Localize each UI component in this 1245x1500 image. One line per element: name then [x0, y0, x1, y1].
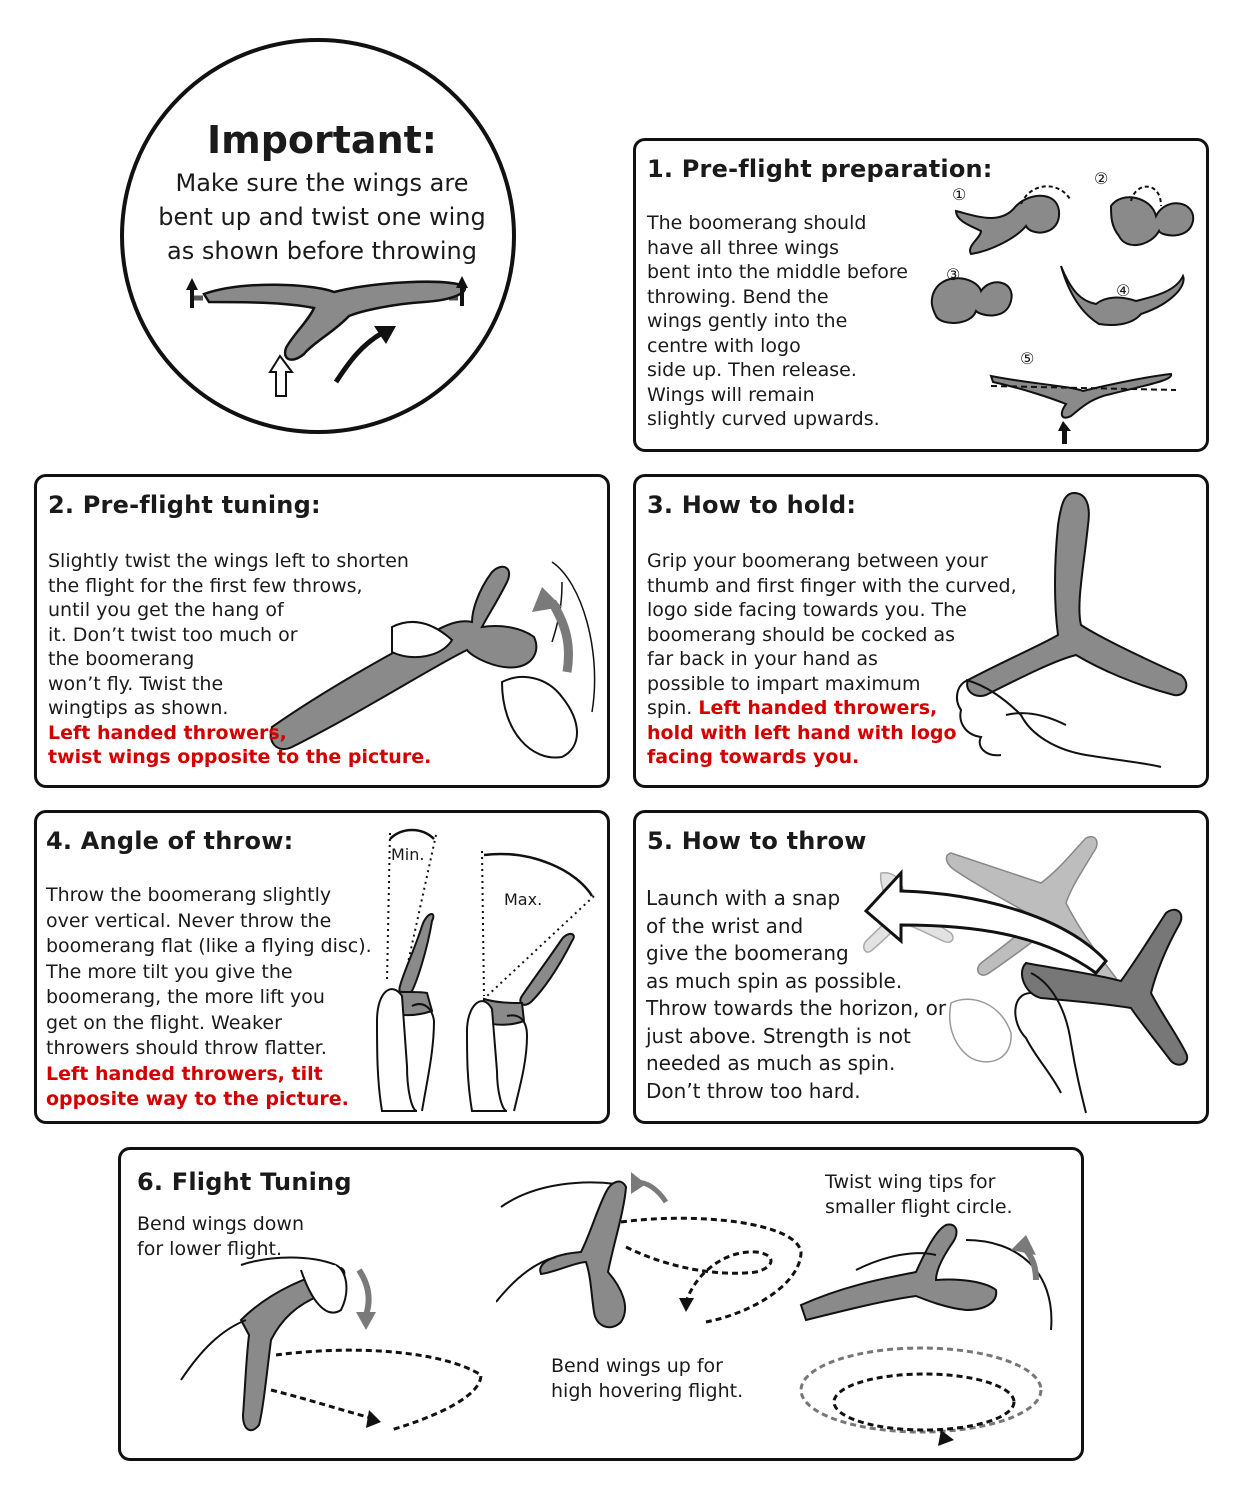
step5-line: needed as much as spin.	[646, 1051, 896, 1075]
step2-text	[48, 549, 431, 770]
step3-line: thumb and first finger with the curved,	[647, 574, 1017, 597]
step3-warning: facing towards you.	[647, 746, 860, 768]
step2-line: Slightly twist the wings left to shorten	[48, 550, 409, 572]
step1-title: 1. Pre-flight preparation:	[647, 155, 993, 183]
step3-warning: Left handed throwers,	[698, 697, 938, 719]
step4-panel	[34, 810, 610, 1124]
twist-tips-line: Twist wing tips for	[825, 1171, 996, 1193]
step3-panel	[633, 474, 1209, 788]
step2-line: won’t fly. Twist the	[48, 672, 224, 695]
step4-line: boomerang flat (like a flying disc).	[46, 935, 372, 957]
step4-line: Throw the boomerang slightly	[46, 884, 332, 906]
step4-text	[46, 883, 372, 1113]
important-line: as shown before throwing	[167, 237, 477, 265]
folding-sequence-illustration	[921, 176, 1201, 446]
step1-line: bent into the middle before	[647, 261, 908, 283]
step3-title: 3. How to hold:	[647, 491, 857, 519]
step1-text	[647, 211, 908, 432]
step5-line: Throw towards the horizon, or	[646, 996, 947, 1020]
step5-line: give the boomerang	[646, 941, 849, 965]
step1-line: The boomerang should	[647, 212, 867, 234]
step3-warning: hold with left hand with logo	[647, 721, 957, 744]
step6-panel	[118, 1147, 1084, 1461]
step3-line: possible to impart maximum	[647, 672, 921, 695]
max-angle-label: Max.	[504, 890, 543, 909]
step3-line: Grip your boomerang between your	[647, 550, 988, 572]
step5-title: 5. How to throw	[647, 827, 867, 855]
bend-up-illustration	[496, 1162, 821, 1342]
step4-line: The more tilt you give the	[46, 960, 293, 983]
step3-text	[647, 549, 1017, 770]
step6-title: 6. Flight Tuning	[137, 1168, 352, 1196]
bend-up-line: high hovering flight.	[551, 1379, 744, 1402]
step1-line: side up. Then release.	[647, 359, 857, 381]
step5-line: Don’t throw too hard.	[646, 1078, 861, 1103]
step1-line: throwing. Bend the	[647, 285, 829, 308]
step3-line: logo side facing towards you. The	[647, 599, 967, 621]
step1-line: wings gently into the	[647, 310, 848, 332]
bend-down-line: for lower flight.	[137, 1237, 282, 1260]
step5-line: Launch with a snap	[646, 886, 841, 910]
step5-panel	[633, 810, 1209, 1124]
step1-marker: ③	[946, 265, 961, 284]
step4-line: over vertical. Never throw the	[46, 909, 332, 932]
step2-line: it. Don’t twist too much or	[48, 623, 298, 646]
bend-up-line: Bend wings up for	[551, 1355, 723, 1377]
bend-down-line: Bend wings down	[137, 1213, 304, 1235]
important-line: Make sure the wings are	[175, 169, 469, 197]
step2-line: the boomerang	[48, 648, 195, 670]
bend-down-illustration	[171, 1250, 491, 1450]
step2-title: 2. Pre-flight tuning:	[48, 491, 321, 519]
step2-warning: Left handed throwers,	[48, 721, 287, 744]
bent-wing-illustration	[164, 272, 484, 402]
twist-tips-line: smaller flight circle.	[825, 1195, 1013, 1218]
step5-line: just above. Strength is not	[646, 1023, 911, 1048]
step1-marker: ②	[1094, 169, 1109, 188]
step3-spin-text: spin.	[647, 697, 693, 719]
step3-line: boomerang should be cocked as	[647, 623, 956, 646]
important-callout	[120, 38, 516, 434]
step5-text	[646, 885, 946, 1105]
step1-panel	[633, 138, 1209, 452]
step1-line: slightly curved upwards.	[647, 408, 880, 430]
step1-marker: ①	[952, 185, 967, 204]
step2-warning: twist wings opposite to the picture.	[48, 746, 432, 768]
bend-up-text	[551, 1354, 743, 1403]
important-title: Important:	[206, 118, 437, 162]
step3-line-mixed	[647, 696, 1017, 721]
step2-line: wingtips as shown.	[48, 697, 229, 719]
step5-line: as much spin as possible.	[646, 968, 903, 993]
step4-line: get on the flight. Weaker	[46, 1011, 282, 1034]
step5-line: of the wrist and	[646, 913, 804, 938]
step4-warning: opposite way to the picture.	[46, 1088, 349, 1110]
step1-line: centre with logo	[647, 334, 801, 357]
step3-line: far back in your hand as	[647, 648, 878, 670]
step1-line: have all three wings	[647, 236, 840, 259]
twist-tips-illustration	[796, 1210, 1081, 1460]
step1-marker: ④	[1116, 281, 1131, 300]
important-line: bent up and twist one wing	[158, 203, 486, 231]
step4-line: boomerang, the more lift you	[46, 986, 325, 1008]
step2-line: until you get the hang of	[48, 599, 284, 621]
step1-marker: ⑤	[1020, 349, 1035, 368]
step2-line: the flight for the first few throws,	[48, 574, 363, 597]
step2-panel	[34, 474, 610, 788]
step4-warning: Left handed throwers, tilt	[46, 1062, 323, 1085]
step1-line: Wings will remain	[647, 383, 815, 406]
min-angle-label: Min.	[391, 845, 425, 864]
important-text	[124, 166, 520, 268]
step4-line: throwers should throw flatter.	[46, 1037, 327, 1059]
step4-title: 4. Angle of throw:	[46, 827, 294, 855]
angle-of-throw-illustration	[372, 821, 607, 1116]
